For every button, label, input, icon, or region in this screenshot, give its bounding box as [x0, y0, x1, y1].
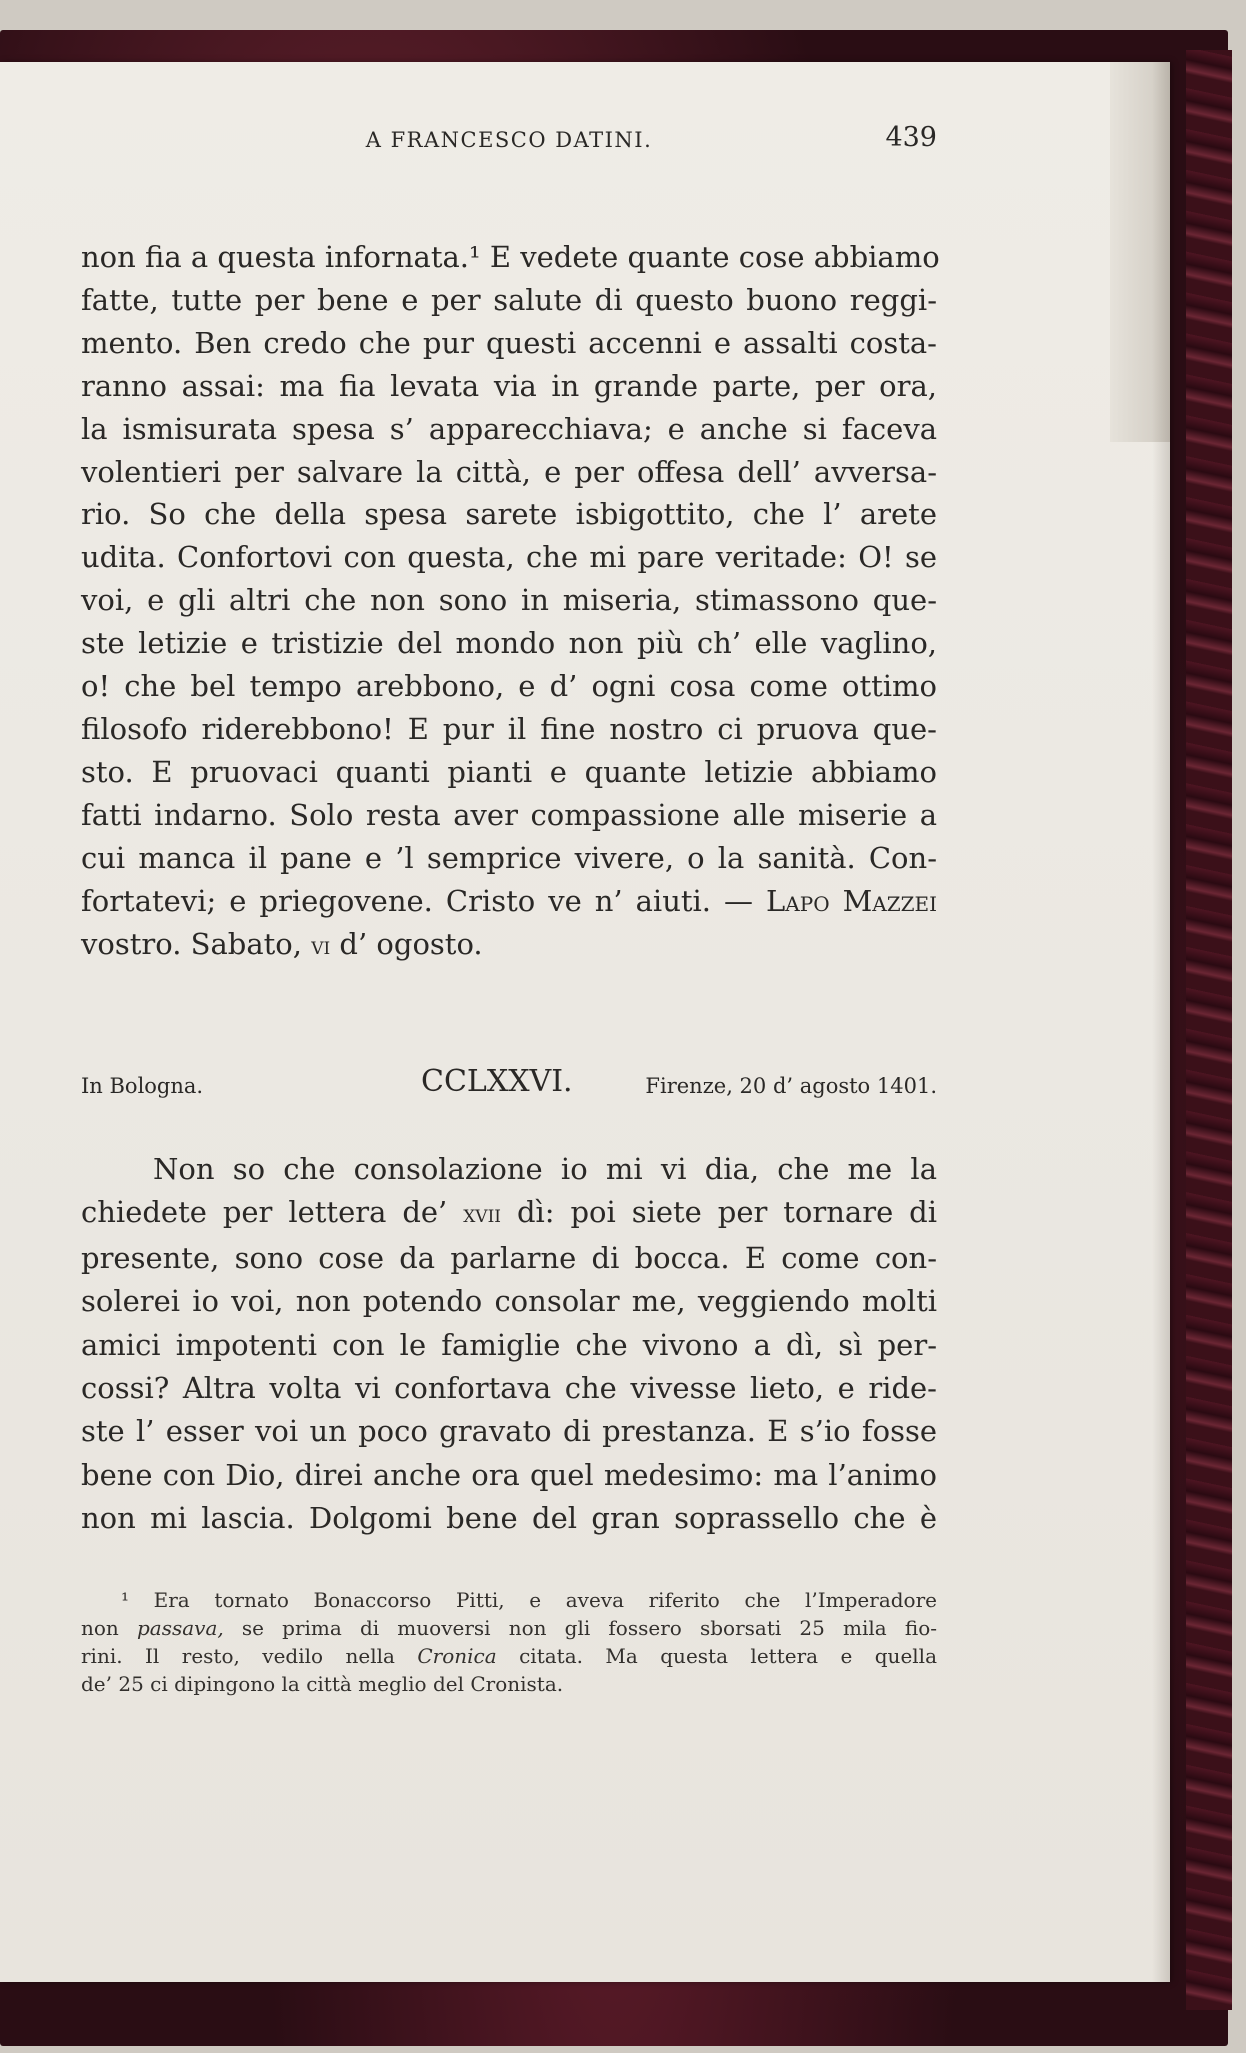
page-fold-shadow	[1152, 62, 1170, 1982]
text-line: cui manca il pane e ’l semprice vivere, o la sanità. Con-	[81, 840, 937, 875]
letter-destination: In Bologna.	[81, 1074, 204, 1098]
text-line: cossi? Altra volta vi confortava che vivesse lieto, e ride-	[81, 1371, 937, 1406]
text-line: fatte, tutte per bene e per salute di questo buono reggi-	[81, 282, 937, 317]
page-number: 439	[885, 122, 937, 153]
letter-number: CCLXXVI.	[421, 1064, 573, 1099]
line-text: fortatevi; e priegovene. Cristo ve n’ aiuti. —	[81, 883, 754, 918]
text-line: rio. So che della spesa sarete isbigottito, che l’ arete	[81, 497, 937, 532]
text-line	[81, 1191, 937, 1236]
text-line: bene con Dio, direi anche ora quel medesimo: ma l’animo	[81, 1457, 937, 1492]
page-header	[81, 122, 937, 166]
paragraph-1	[81, 236, 940, 967]
text-line: mento. Ben credo che pur questi accenni e assalti costa-	[81, 325, 937, 360]
text-line-signature	[81, 880, 937, 923]
text-line: presente, sono cose da parlarne di bocca. E come con-	[81, 1240, 937, 1275]
footnote-text: se prima di muoversi non gli fossero sborsati 25 mila fio-	[241, 1616, 937, 1640]
text-line: Non so che consolazione io mi vi dia, che me la	[153, 1152, 937, 1186]
text-line: ranno assai: ma fia levata via in grande parte, per ora,	[81, 368, 937, 403]
footnote-italic: passava,	[136, 1616, 224, 1640]
text-line: fatti indarno. Solo resta aver compassione alle miserie a	[81, 797, 937, 832]
text-line: ste letizie e tristizie del mondo non più ch’ elle vaglino,	[81, 626, 937, 661]
line-text: chiedete per lettera de’	[81, 1195, 448, 1230]
footnote-line: ¹ Era tornato Bonaccorso Pitti, e aveva riferito che l’Imperadore	[121, 1588, 937, 1612]
paragraph-2	[81, 1148, 937, 1541]
text-line: non fia a questa infornata.¹ E vedete quante cose abbiamo	[81, 240, 940, 274]
text-line: udita. Confortovi con questa, che mi pare veritade: O! se	[81, 540, 937, 575]
footnote-line: de’ 25 ci dipingono la città meglio del Cronista.	[81, 1672, 564, 1696]
text-line: non mi lascia. Dolgomi bene del gran soprassello che è	[81, 1501, 937, 1536]
text-line: amici impotenti con le famiglie che vivono a dì, sì per-	[81, 1327, 937, 1362]
footnote-text: non	[81, 1616, 119, 1640]
letter-heading	[81, 1064, 937, 1104]
text-line: voi, e gli altri che non sono in miseria, stimassono que-	[81, 583, 937, 618]
roman-numeral-day: xvii	[463, 1200, 502, 1229]
roman-numeral-day: vi	[311, 931, 331, 960]
signature: Lapo Mazzei	[766, 883, 938, 918]
footnote-line	[81, 1614, 937, 1642]
footnote	[81, 1586, 937, 1698]
text-line: filosofo riderebbono! E pur il fine nostro ci pruova que-	[81, 711, 937, 746]
closing-text: vostro. Sabato,	[81, 926, 302, 961]
footnote-line	[81, 1642, 937, 1670]
running-title: A FRANCESCO DATINI.	[365, 128, 653, 152]
closing-month: d’ ogosto.	[339, 926, 483, 961]
text-line: volentieri per salvare la città, e per offesa dell’ avversa-	[81, 454, 937, 489]
footnote-text: rini. Il resto, vedilo nella	[81, 1644, 395, 1668]
letter-date: Firenze, 20 d’ agosto 1401.	[645, 1074, 937, 1098]
line-text: dì: poi siete per tornare di	[516, 1195, 938, 1230]
footnote-italic: Cronica	[417, 1644, 497, 1668]
marbled-edge	[1186, 50, 1232, 2010]
text-line: o! che bel tempo arebbono, e d’ ogni cosa come ottimo	[81, 669, 937, 704]
text-line: ste l’ esser voi un poco gravato di prestanza. E s’io fosse	[81, 1414, 937, 1449]
text-line: la ismisurata spesa s’ apparecchiava; e anche si faceva	[81, 411, 937, 446]
footnote-text: citata. Ma questa lettera e quella	[519, 1644, 937, 1668]
text-line: sto. E pruovaci quanti pianti e quante letizie abbiamo	[81, 754, 937, 789]
text-line: solerei io voi, non potendo consolar me, veggiendo molti	[81, 1284, 937, 1319]
text-line-closing	[81, 923, 937, 968]
